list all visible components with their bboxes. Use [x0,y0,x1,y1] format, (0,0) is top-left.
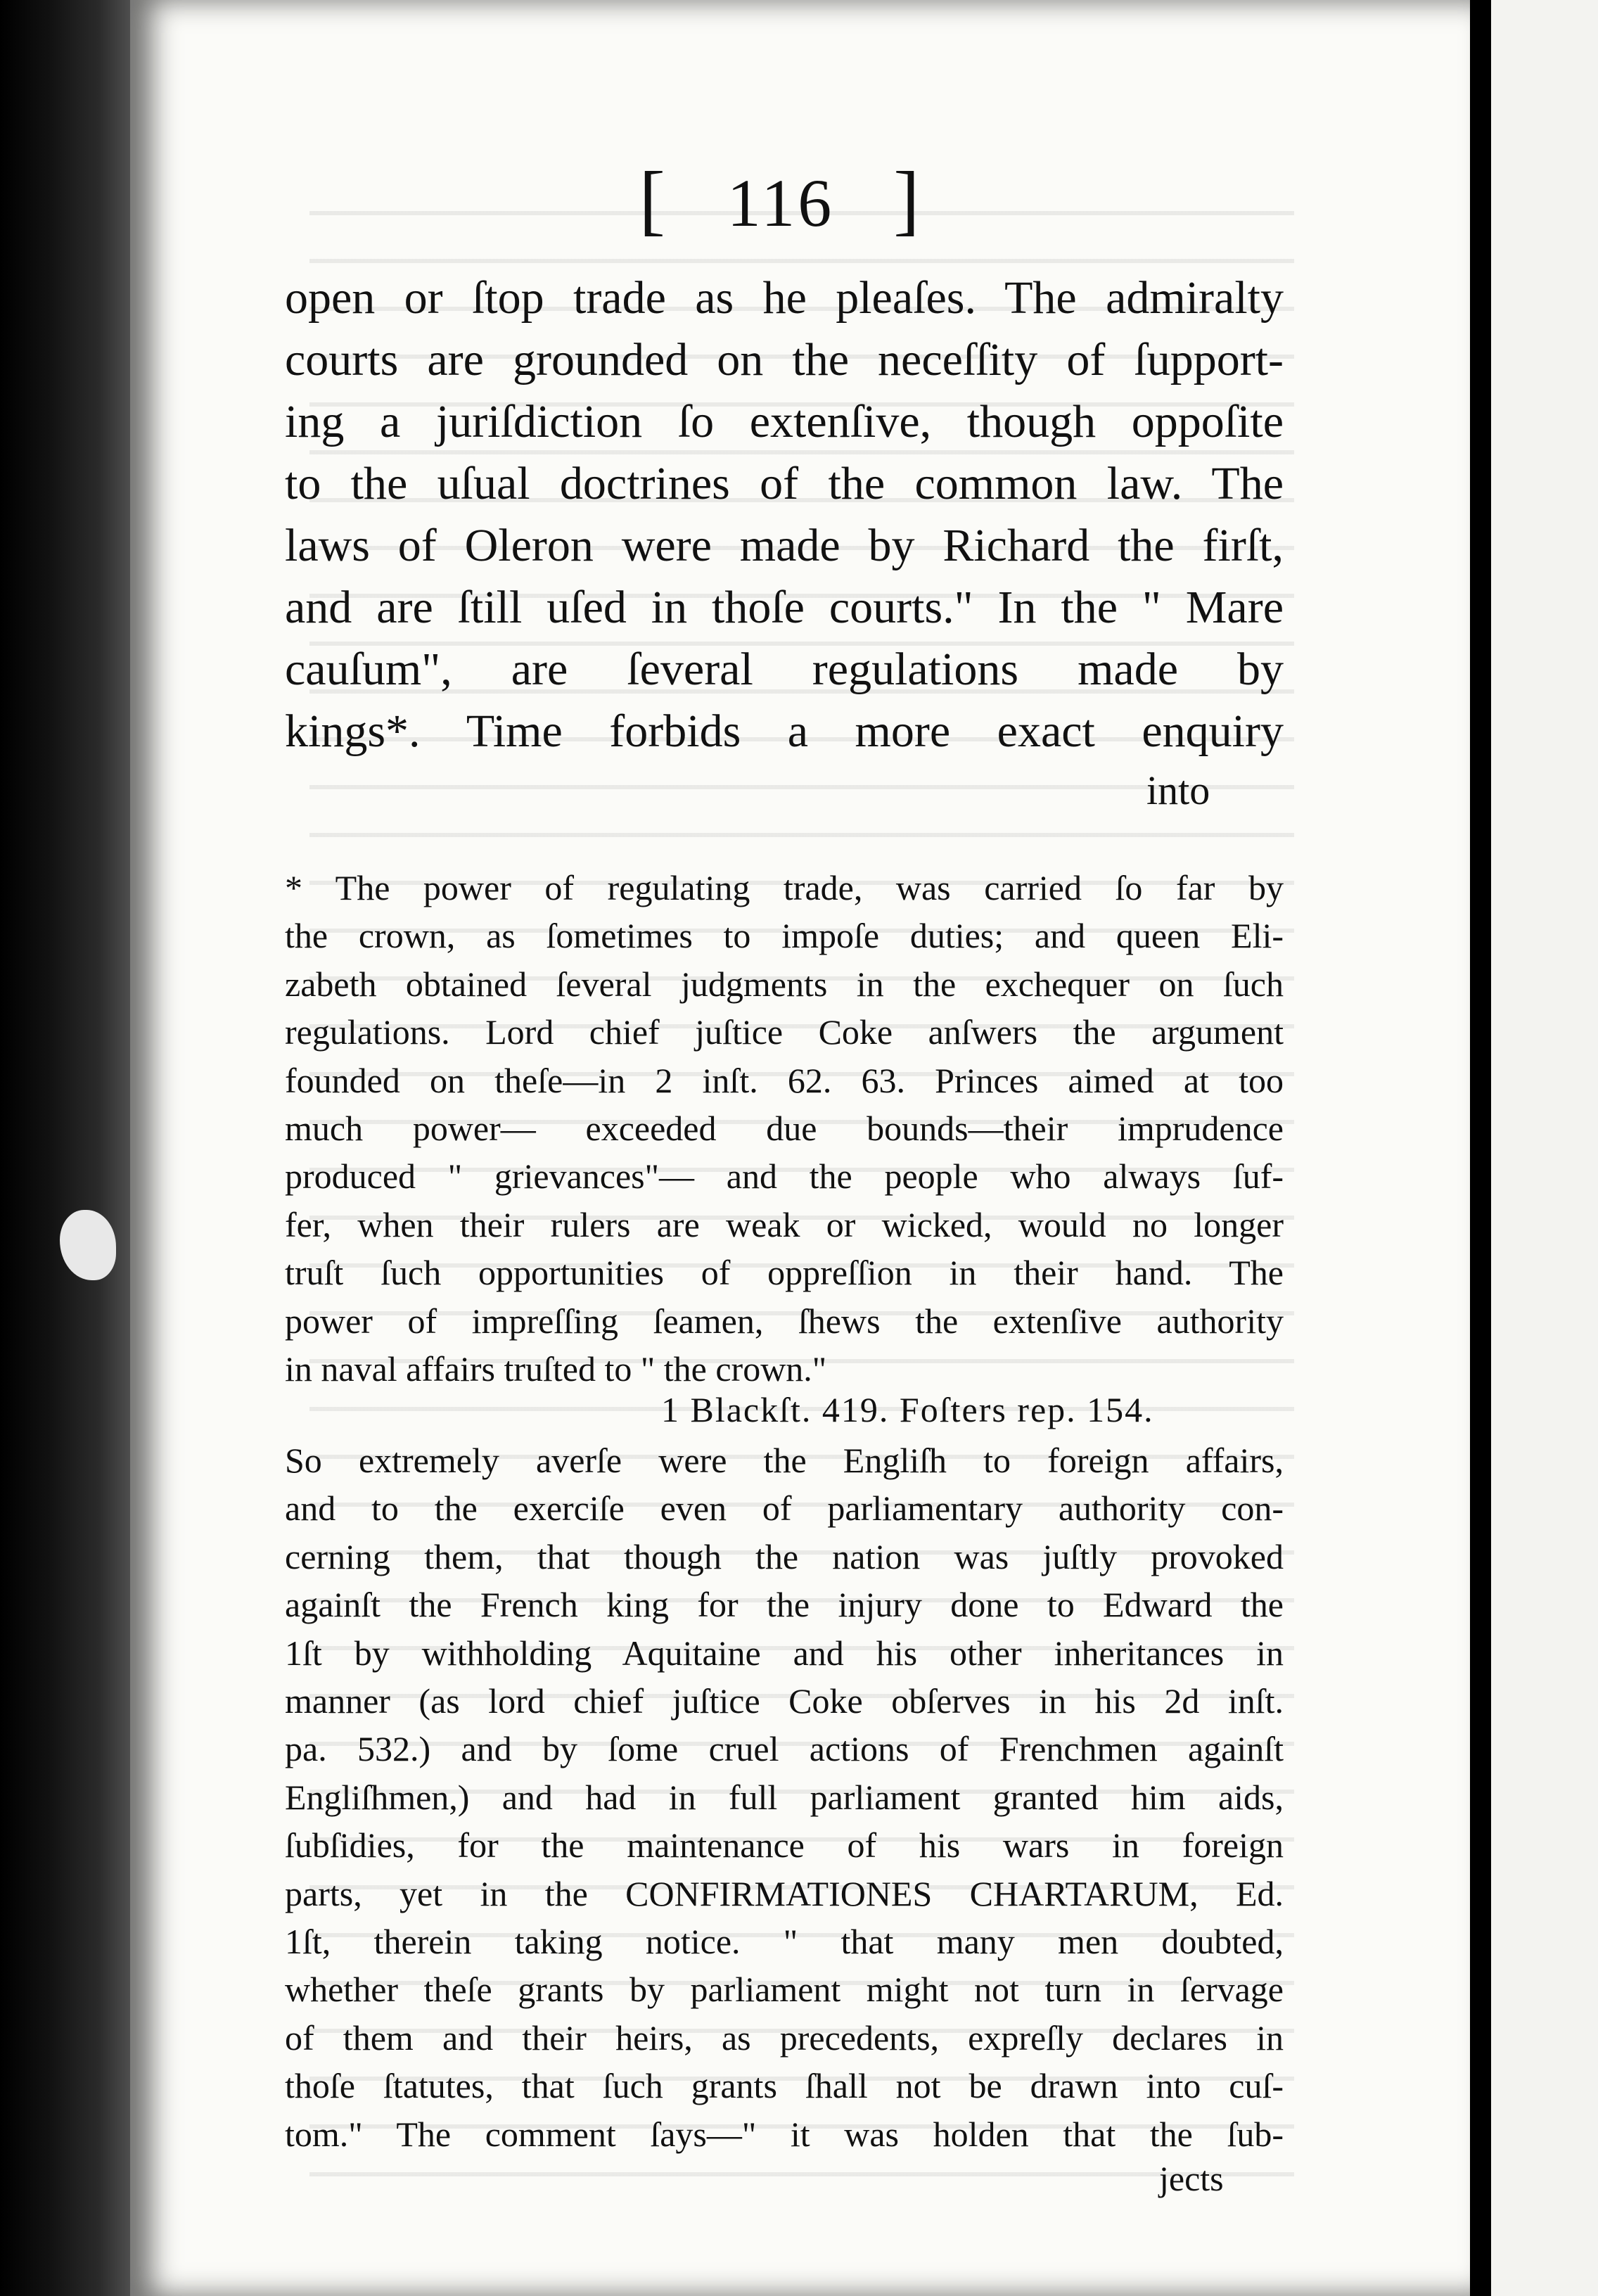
book-binding-shadow [0,0,141,2296]
main-line: ing a juriſdiction ſo extenſive, though oppoſite [285,396,1284,447]
footnote [285,864,1284,1393]
footnote-line: founded on theſe—in 2 inſt. 62. 63. Princes aimed at too [285,1060,1284,1100]
paragraph-line: againſt the French king for the injury done to Edward the [285,1585,1284,1625]
paragraph-line: of them and their heirs, as precedents, expreſly declares in [285,2017,1284,2058]
paragraph-line: and to the exerciſe even of parliamentary authority con- [285,1488,1284,1529]
paragraph-line: 1ſt, therein taking notice. " that many men doubted, [285,1922,1284,1962]
footnote-line: zabeth obtained ſeveral judgments in the exchequer on ſuch [285,964,1284,1004]
footnote-line: much power— exceeded due bounds—their imprudence [285,1109,1284,1149]
footnote-line: the crown, as ſometimes to impoſe duties; and queen Eli- [285,916,1284,956]
bottom-catchword: jects [1159,2159,1224,2198]
paragraph-line: So extremely averſe were the Engliſh to foreign affairs, [285,1441,1284,1480]
footnote-line: power of impreſſing ſeamen, ſhews the extenſive authority [285,1301,1284,1341]
page-number [619,155,942,245]
footnote-line: truſt ſuch opportunities of oppreſſion in their hand. The [285,1253,1284,1293]
folio-close-bracket: ] [893,156,923,243]
next-page-edge [1491,0,1598,2296]
footnote-line: produced " grievances"— and the people who always ſuf- [285,1156,1284,1197]
paragraph-line: manner (as lord chief juſtice Coke obſerves in his 2d inſt. [285,1681,1284,1721]
paragraph-line: thoſe ſtatutes, that ſuch grants ſhall not be drawn into cuſ- [285,2066,1284,2106]
second-paragraph [285,1436,1284,2158]
footnote-line: in naval affairs truſted to " the crown." [285,1349,827,1389]
main-line: cauſum", are ſeveral regulations made by [285,644,1284,695]
paragraph-line: cerning them, that though the nation was juſtly provoked [285,1536,1284,1576]
paragraph-line: 1ſt by withholding Aquitaine and his other inheritances in [285,1633,1284,1673]
main-line: laws of Oleron were made by Richard the firſt, [285,520,1284,571]
main-line: kings*. Time forbids a more exact enquiry [285,706,1284,757]
main-line: and are ſtill uſed in thoſe courts." In the " Mare [285,582,1284,633]
footnote-line: fer, when their rulers are weak or wicked, would no longer [285,1204,1284,1244]
paragraph-line: whether theſe grants by parliament might not turn in ſervage [285,1970,1284,2010]
footnote-line: regulations. Lord chief juſtice Coke anſwers the argument [285,1012,1284,1052]
folio-open-bracket: [ [639,156,668,243]
citation: 1 Blackſt. 419. Foſters rep. 154. [661,1390,1154,1429]
paragraph-line: pa. 532.) and by ſome cruel actions of Frenchmen againſt [285,1729,1284,1769]
paragraph-line: tom." The comment ſays—" it was holden that the ſub- [285,2114,1284,2154]
main-line: to the uſual doctrines of the common law. The [285,458,1284,509]
main-catchword: into [1146,767,1210,813]
page-gutter [1470,0,1491,2296]
paragraph-line: ſubſidies, for the maintenance of his wars in foreign [285,1825,1284,1866]
paragraph-line: Engliſhmen,) and had in full parliament granted him aids, [285,1777,1284,1817]
main-text-paragraph [285,267,1284,763]
main-line: open or ſtop trade as he pleaſes. The admiralty [285,272,1284,324]
folio-number: 116 [727,165,835,241]
footnote-line: * The power of regulating trade, was carried ſo far by [285,868,1284,907]
main-line: courts are grounded on the neceſſity of ſupport- [285,334,1284,385]
paragraph-line: parts, yet in the CONFIRMATIONES CHARTARUM, Ed. [285,1873,1284,1913]
